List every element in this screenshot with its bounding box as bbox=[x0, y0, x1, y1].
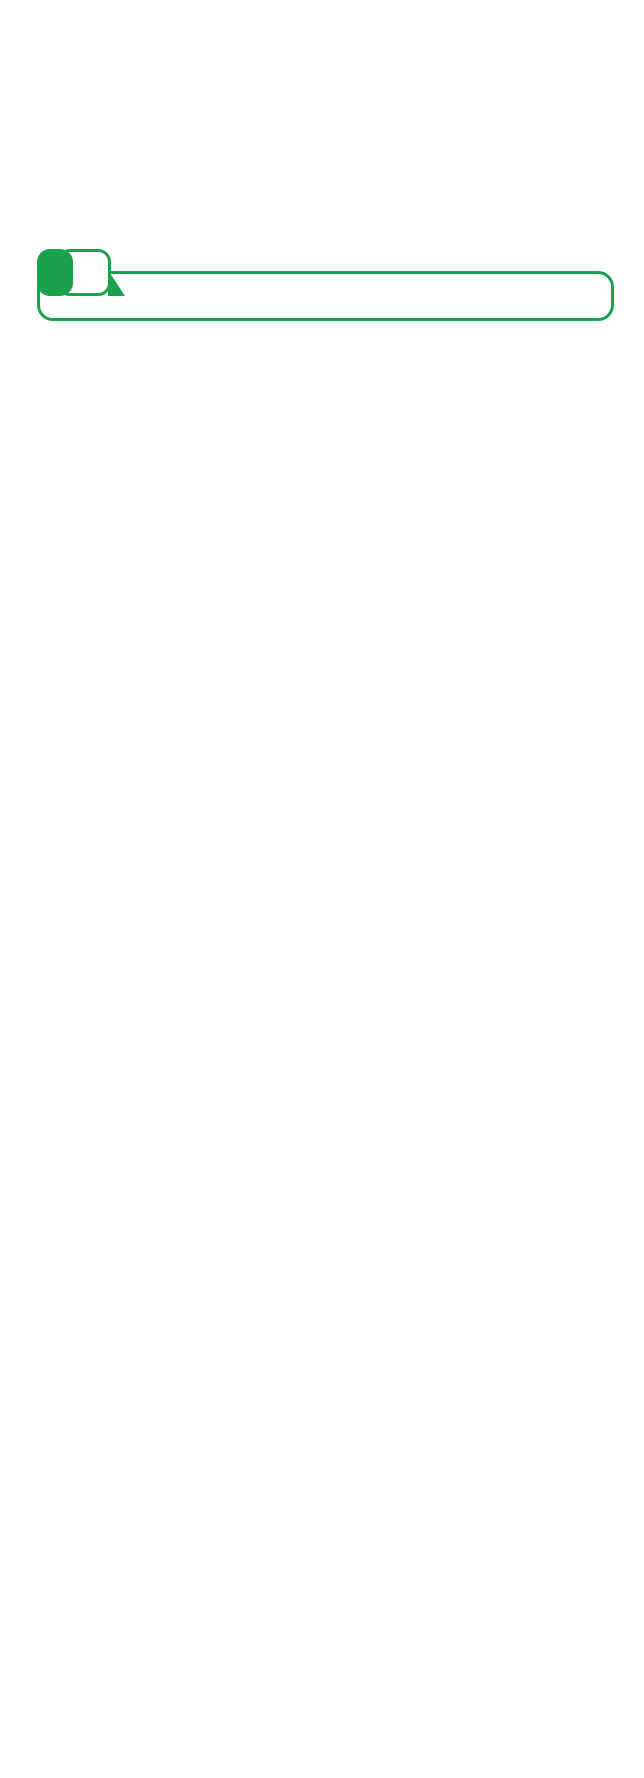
page bbox=[0, 0, 644, 321]
page-reference bbox=[37, 244, 614, 265]
key-answer-section bbox=[37, 244, 614, 321]
key-answer-box bbox=[37, 271, 614, 321]
blank-gap bbox=[43, 34, 616, 244]
section-title-badge bbox=[37, 249, 73, 296]
key-answer-header bbox=[37, 249, 111, 296]
